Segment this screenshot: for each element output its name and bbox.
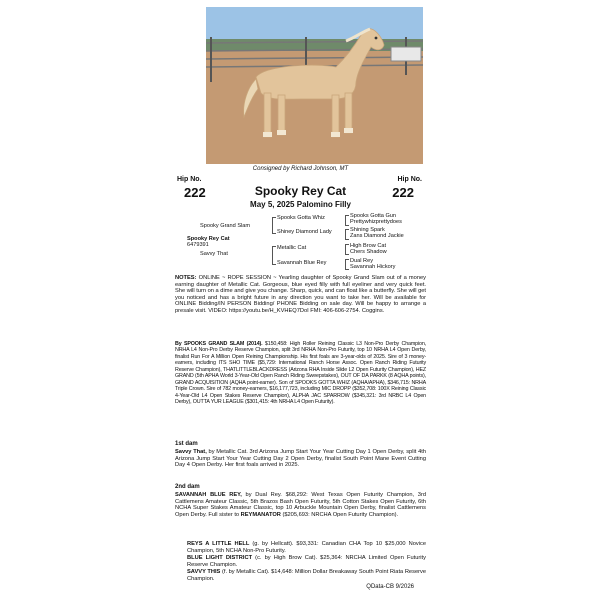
hip-number-right: 222: [392, 185, 414, 200]
hip-label-left: Hip No.: [177, 176, 202, 183]
foaling-date-line: May 5, 2025 Palomino Filly: [250, 200, 351, 209]
produce-text: (g. by Hellcatt). $93,331: Canadian CHA Top 10 $25,000 Novice Champion, 5th NCHA Non-Pro Futurity.: [187, 541, 426, 554]
sire-paragraph: [175, 341, 426, 406]
footer-code: QData-CB 9/2026: [366, 584, 414, 590]
produce-name: SAVVY THIS: [187, 569, 221, 575]
pedigree-gg: Dual Rey: [350, 258, 374, 264]
horse-photo: [206, 7, 423, 164]
produce-text: (f. by Metallic Cat). $14,648: Million Dollar Breakaway South Point Riata Reserve Champion.: [187, 569, 427, 582]
produce-record: [175, 569, 426, 582]
produce-name: BLUE LIGHT DISTRICT: [187, 555, 253, 561]
pedigree-bracket: [345, 259, 349, 270]
notes-label: NOTES:: [175, 275, 197, 281]
sire-text: $150,458: High Roller Reining Classic L3 Non-Pro Derby Champion, NRHA L4 Non-Pro Derby Reserve Champion, split 3rd NRHA Non-Pro Futurity, top 10 NRHA L4 Open Derby, finalist Run For A Million Open Reining Championship. His first foals are 3-year-olds of 2025. Sire of 3 money-earners, including ITS SHO TIME ($5,729: International Ranch Horse Assoc. Open Ranch Riding Futurity Reserve Champion), THATLITTLEBLACKDRESS (Arizona RHA Inside Slide L2 Open Futurity Champion), HEZ GRAND (5th APHA World 3-Year-Old Open Ranch Riding Sweepstakes), OUT OF DA PARKK (8 AQHA points), GRAND ACQUISITION (AQHA point-earner). Son of SPOOKS GOTTA WHIZ (AQHA/APHA), $346,715: NRHA Triple Crown. Sire of 782 money-earners, $16,177,723, including MIC DROPP ($352,708: 100X Reining Classic 4-Year-Old L4 Open Stakes Reserve Champion), ALPHA JAC SPARROW ($345,321: 3rd NRBC L4 Open Derby), OUTTA YUR LEAGUE ($301,415: 4th NRHA L4 Open Futurity).: [175, 341, 426, 406]
horse-name: Spooky Rey Cat: [254, 184, 347, 198]
second-dam-name: SAVANNAH BLUE REY,: [175, 492, 242, 498]
hip-label-right: Hip No.: [397, 176, 422, 183]
pedigree-bracket: [345, 244, 349, 255]
pedigree-bracket: [272, 246, 276, 265]
notes-text: ONLINE ~ ROPE SESSION ~ Yearling daughter of Spooky Grand Slam out of a money earning daughter of Metallic Cat. Gorgeous, blue eyed filly with full eyeliner and very quick feet. She will turn on a dime and give you change. Sharp, quick, and can float like a butterfly. She will get you noticed and has a bright future in any direction you want to take her. Will be available for ONLINE Bidding/IN PERSON Bidding/ PHONE Bidding on sale day. Will be happy to arrange a presale visit. VIDEO: https://youtu.be/H_KVHEQ7DoI FMI: 406-606-2754. Coggins.: [175, 275, 426, 314]
pedigree-gg: Prettywhizprettydoes: [350, 219, 402, 225]
produce-text: (c. by High Brow Cat). $25,364: NRCHA Limited Open Futurity Reserve Champion.: [187, 555, 426, 568]
pedigree-sire: Spooky Grand Slam: [200, 223, 251, 229]
pedigree-bracket: [345, 215, 349, 226]
second-dam-sibling: REYMANATOR: [240, 511, 281, 518]
pedigree-gg: Chers Shadow: [350, 249, 387, 255]
second-dam-text: by Dual Rey. $68,292: West Texas Open Futurity Champion, 3rd Cattlemens Amateur Classic, 5th Brazos Bash Open Futurity, 5th Cotton Stakes Open Futurity, 6th NCHA Super Stakes Amateur Classic, top 10 Arbuckle Mountain Open Derby, finalist Cattlemens Open Derby. Full sister to: [175, 492, 426, 518]
pedigree-gg: Spooks Gotta Gun: [350, 213, 397, 219]
pedigree-reg-number: 6479391: [187, 242, 209, 248]
pedigree-dam: Savvy That: [200, 251, 228, 257]
pedigree-horse: Spooky Rey Cat: [187, 236, 230, 242]
pedigree-gg: High Brow Cat: [350, 243, 387, 249]
second-dam-text2: ($205,693: NRCHA Open Futurity Champion).: [280, 511, 399, 518]
hip-number-left: 222: [184, 185, 206, 200]
pedigree-bracket: [345, 229, 349, 240]
produce-record: [175, 541, 426, 554]
first-dam-text: by Metallic Cat. 3rd Arizona Jump Start Your Year Cutting Day 1 Open Derby, split 4th Arizona Jump Start Your Year Cutting Day 2 Open Derby, finalist South Point Mane Event Cutting Day 4 Open Derby. Her first foals arrived in 2025.: [175, 449, 426, 469]
pedigree-dam-sire: Metallic Cat: [277, 245, 307, 251]
pedigree-gg: Shining Spark: [350, 227, 385, 233]
catalog-page: [175, 0, 426, 600]
second-dam-header: 2nd dam: [175, 484, 200, 490]
produce-record: [175, 555, 426, 568]
first-dam-paragraph: [175, 449, 426, 469]
notes-paragraph: [175, 275, 426, 315]
pedigree-sire-sire: Spooks Gotta Whiz: [277, 215, 325, 221]
consignor-line: Consigned by Richard Johnson, MT: [252, 166, 349, 172]
produce-name: REYS A LITTLE HELL: [187, 541, 250, 547]
pedigree-sire-dam: Shiney Diamond Lady: [277, 229, 332, 235]
first-dam-header: 1st dam: [175, 441, 198, 447]
pedigree-dam-dam: Savannah Blue Rey: [277, 260, 327, 266]
sire-lead: By SPOOKS GRAND SLAM (2014).: [175, 341, 263, 347]
pedigree-gg: Savannah Hickory: [350, 264, 396, 270]
pedigree-bracket: [272, 217, 276, 234]
pedigree-gg: Zans Diamond Jackie: [350, 233, 404, 239]
second-dam-paragraph: [175, 492, 426, 518]
first-dam-name: Savvy That,: [175, 449, 207, 455]
